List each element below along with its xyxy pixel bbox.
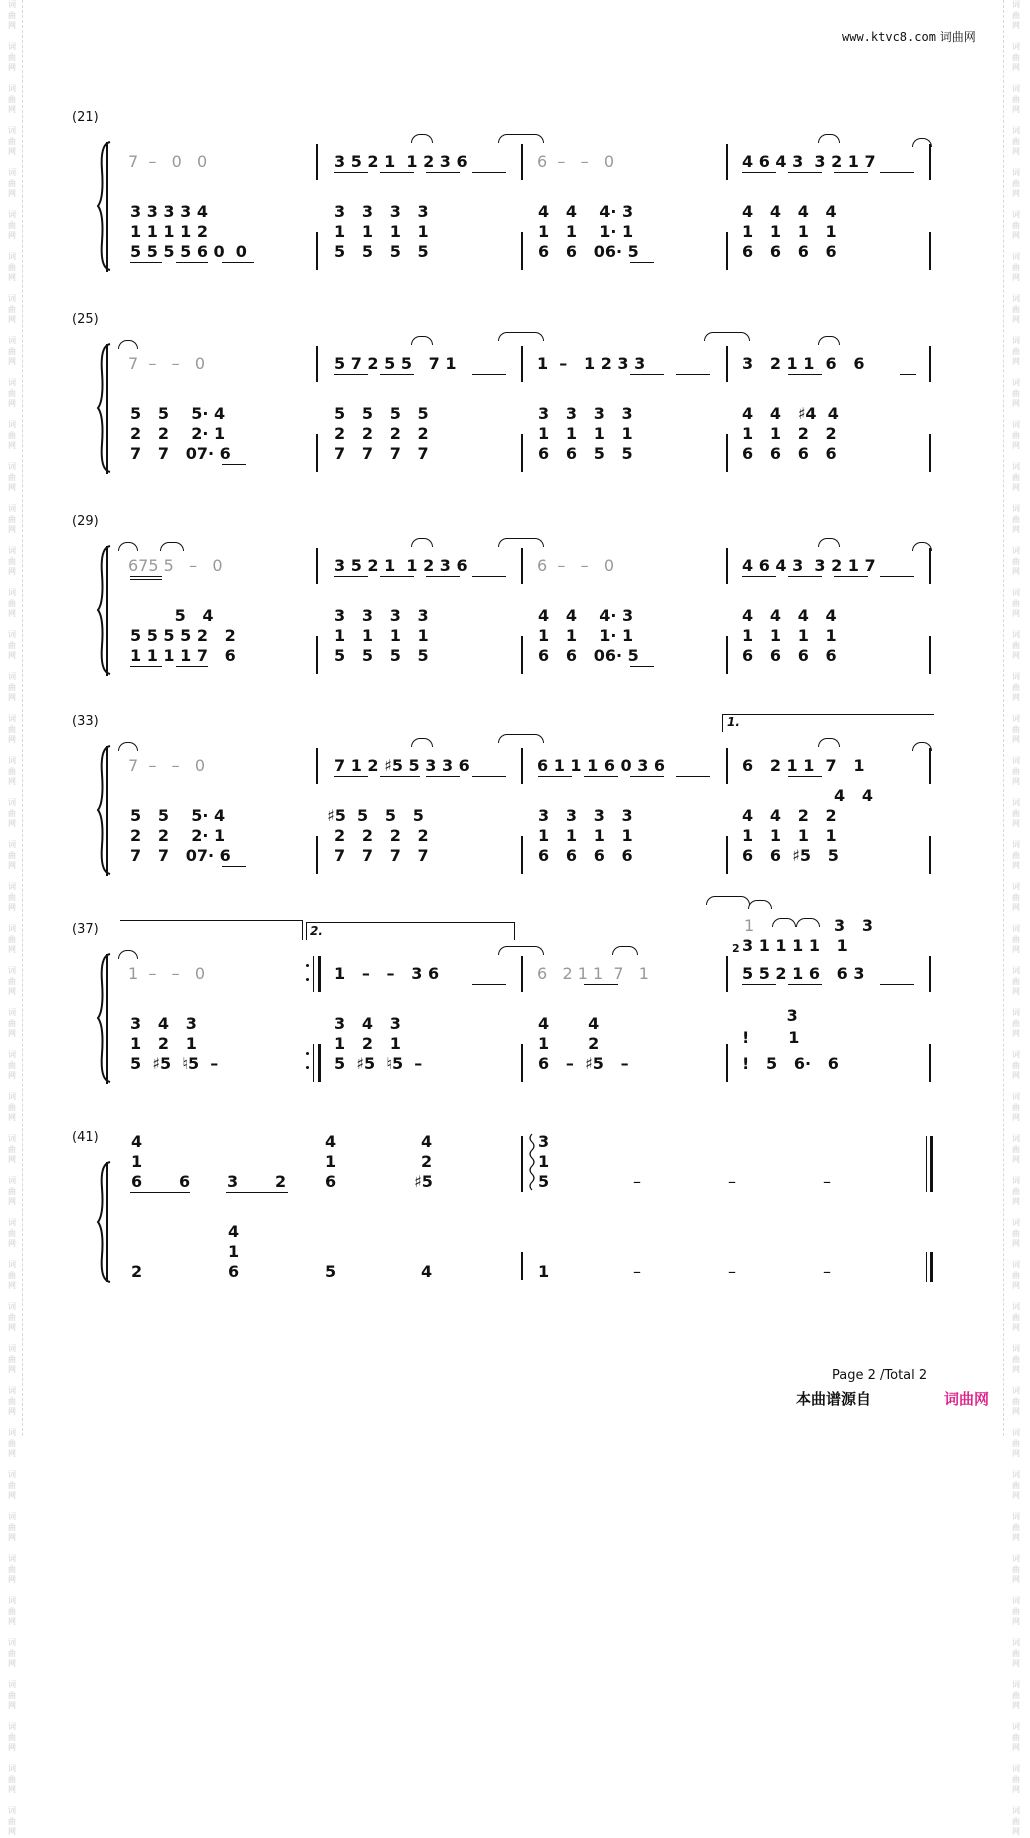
barline bbox=[316, 144, 318, 180]
note: 4 bbox=[325, 1132, 337, 1151]
underline bbox=[880, 984, 914, 985]
barline bbox=[726, 548, 728, 584]
melody-measure: 5 7 2 5 5 7 1 bbox=[334, 354, 457, 373]
final-barline bbox=[926, 1136, 927, 1192]
harmony-line: 4 4 4 4 bbox=[742, 606, 837, 625]
measure-number: (21) bbox=[72, 110, 99, 125]
harmony-line: 2 2 2· 1 bbox=[130, 424, 226, 443]
underline bbox=[130, 1192, 190, 1193]
melody-measure: 4 6 4 3 3 2 1 7 bbox=[742, 152, 876, 171]
underline bbox=[788, 984, 822, 985]
tie bbox=[118, 950, 138, 959]
note: 1 bbox=[325, 1152, 337, 1171]
harmony-line: 5 5 5· 4 bbox=[130, 806, 226, 825]
source-label: 本曲谱源自 bbox=[796, 1390, 872, 1408]
underline bbox=[472, 374, 506, 375]
barline bbox=[726, 346, 728, 382]
barline bbox=[521, 748, 523, 784]
barline bbox=[316, 636, 318, 674]
sustain-dash: – bbox=[728, 1172, 736, 1191]
right-margin-line bbox=[1003, 0, 1005, 1436]
melody-measure: 3 5 2 1 1 2 3 6 bbox=[334, 556, 468, 575]
note: 3 bbox=[538, 1132, 550, 1151]
sustain-dash: – bbox=[633, 1172, 641, 1191]
volta-bracket bbox=[306, 922, 307, 940]
melody-measure: 6 2 1 1 7 1 bbox=[742, 756, 865, 775]
harmony-line: ! 5 6· 6 bbox=[742, 1054, 839, 1073]
harmony-line: 1 2 bbox=[538, 1034, 600, 1053]
barline bbox=[726, 748, 728, 784]
melody-measure: 6 – – 0 bbox=[537, 556, 615, 575]
barline bbox=[521, 1252, 523, 1280]
tie bbox=[498, 946, 544, 955]
grace-note: 2 bbox=[732, 942, 740, 955]
melody-measure: 7 – 0 0 bbox=[128, 152, 208, 171]
note: 6 bbox=[179, 1172, 191, 1191]
harmony-line: 5 5 5 5 6 0 0 bbox=[130, 242, 247, 261]
barline bbox=[929, 232, 931, 270]
melody-measure: 3 2 1 1 6 6 bbox=[742, 354, 865, 373]
melody-measure: 7 – – 0 bbox=[128, 354, 206, 373]
harmony-line: 4 4 bbox=[538, 1014, 600, 1033]
tie bbox=[772, 918, 796, 927]
harmony-line: 3 3 3 3 bbox=[538, 806, 633, 825]
underline bbox=[742, 984, 776, 985]
underline bbox=[676, 374, 710, 375]
note: 4 bbox=[228, 1222, 240, 1241]
barline bbox=[929, 748, 931, 784]
underline bbox=[334, 776, 368, 777]
tie bbox=[704, 332, 750, 341]
harmony-line: 1 1 1· 1 bbox=[538, 222, 634, 241]
underline bbox=[788, 374, 822, 375]
tie bbox=[411, 738, 433, 747]
underline bbox=[834, 576, 868, 577]
tie bbox=[818, 336, 840, 345]
melody-measure: 7 – – 0 bbox=[128, 756, 206, 775]
harmony-line: 6 6 6 6 bbox=[742, 242, 837, 261]
note: 1 bbox=[538, 1262, 550, 1281]
barline bbox=[726, 434, 728, 472]
note: 5 bbox=[325, 1262, 337, 1281]
underline bbox=[380, 172, 414, 173]
harmony-line: 5 5 5 5 bbox=[334, 404, 429, 423]
arpeggio-icon bbox=[528, 1134, 536, 1194]
underline bbox=[900, 374, 916, 375]
tie bbox=[818, 738, 840, 747]
underline bbox=[834, 172, 868, 173]
harmony-line: 3 4 3 bbox=[334, 1014, 401, 1033]
underline bbox=[630, 374, 664, 375]
tie bbox=[118, 340, 138, 349]
harmony-line: 4 4 2 2 bbox=[742, 806, 837, 825]
harmony-line: 6 6 6 6 bbox=[742, 646, 837, 665]
brace-icon bbox=[96, 140, 114, 272]
harmony-line: 1 1 2 2 bbox=[742, 424, 837, 443]
underline bbox=[788, 172, 822, 173]
note: 2 bbox=[131, 1262, 143, 1281]
harmony-line: 5 ♯5 ♮5 – bbox=[130, 1054, 219, 1073]
barline bbox=[929, 836, 931, 874]
note: 4 bbox=[421, 1262, 433, 1281]
barline bbox=[521, 1136, 523, 1192]
melody-measure: 6 2 1 1 7 1 bbox=[537, 964, 649, 983]
barline bbox=[316, 748, 318, 784]
tie bbox=[912, 138, 932, 147]
harmony-line: 3 3 3 3 bbox=[334, 202, 429, 221]
note: 1 bbox=[131, 1152, 143, 1171]
tie bbox=[160, 542, 184, 551]
tie bbox=[706, 896, 750, 905]
tie bbox=[411, 538, 433, 547]
underline bbox=[226, 1192, 288, 1193]
barline bbox=[521, 956, 523, 992]
harmony-line: 5 5 5 5 bbox=[334, 646, 429, 665]
sustain-dash: – bbox=[823, 1262, 831, 1281]
harmony-line: 1 1 1 1 bbox=[334, 626, 429, 645]
underline bbox=[222, 866, 246, 867]
underline bbox=[584, 776, 618, 777]
harmony-line: 4 4 4 4 bbox=[742, 202, 837, 221]
tie bbox=[748, 900, 772, 909]
note: 6 bbox=[325, 1172, 337, 1191]
repeat-barline bbox=[318, 1044, 321, 1082]
page-number: Page 2 /Total 2 bbox=[832, 1368, 928, 1383]
barline bbox=[929, 636, 931, 674]
brace-icon bbox=[96, 342, 114, 474]
underline bbox=[742, 172, 776, 173]
harmony-line: 2 2 2 2 bbox=[334, 424, 429, 443]
underline bbox=[130, 579, 162, 580]
harmony-line: 4 4 bbox=[834, 786, 873, 805]
underline bbox=[788, 576, 822, 577]
repeat-dot bbox=[306, 978, 309, 981]
underline bbox=[380, 776, 420, 777]
harmony-line: 5 ♯5 ♮5 – bbox=[334, 1054, 423, 1073]
harmony-line: 5 5 5 5 2 2 bbox=[130, 626, 236, 645]
note: ♯5 bbox=[414, 1172, 433, 1191]
tie bbox=[411, 134, 433, 143]
site-name: 词曲网 bbox=[939, 30, 976, 44]
underline bbox=[334, 172, 368, 173]
harmony-line: 3 3 3 3 bbox=[538, 404, 633, 423]
left-margin-line bbox=[22, 0, 24, 1436]
tie bbox=[498, 538, 544, 547]
system-barline bbox=[106, 344, 108, 474]
harmony-line: 1 1 1 1 bbox=[538, 826, 633, 845]
system-barline bbox=[106, 746, 108, 876]
measure-number: (37) bbox=[72, 922, 99, 937]
underline bbox=[880, 576, 914, 577]
melody-measure: 3 5 2 1 1 2 3 6 bbox=[334, 152, 468, 171]
brace-icon bbox=[96, 1160, 114, 1284]
tie bbox=[612, 946, 638, 955]
underline bbox=[130, 666, 162, 667]
melody-upper: 3 3 bbox=[834, 916, 873, 935]
brand-label: 词曲网 bbox=[944, 1390, 990, 1408]
barline bbox=[316, 836, 318, 874]
harmony-line: 4 4 4· 3 bbox=[538, 202, 634, 221]
harmony-line: ! 1 bbox=[742, 1028, 800, 1047]
underline bbox=[788, 776, 822, 777]
final-barline bbox=[926, 1252, 927, 1282]
brace-icon bbox=[96, 952, 114, 1084]
barline bbox=[316, 548, 318, 584]
melody-measure: 5 5 2 1 6 6 3 bbox=[742, 964, 865, 983]
underline bbox=[630, 262, 654, 263]
barline bbox=[521, 232, 523, 270]
melody-measure: 1 – – 0 bbox=[128, 964, 206, 983]
harmony-line: 1 1 1 1 7 6 bbox=[130, 646, 236, 665]
measure-number: (25) bbox=[72, 312, 99, 327]
underline bbox=[334, 374, 368, 375]
note: 6 bbox=[131, 1172, 143, 1191]
note: 2 bbox=[421, 1152, 433, 1171]
volta-bracket bbox=[722, 714, 934, 715]
harmony-line: 6 6 5 5 bbox=[538, 444, 633, 463]
system-barline bbox=[106, 1162, 108, 1282]
melody-measure: 6 1 1 1 6 0 3 6 bbox=[537, 756, 666, 775]
tie bbox=[118, 542, 138, 551]
brace-icon bbox=[96, 744, 114, 876]
harmony-line: 7 7 07· 6 bbox=[130, 444, 231, 463]
barline bbox=[726, 956, 728, 992]
final-barline bbox=[930, 1252, 933, 1282]
repeat-dot bbox=[306, 964, 309, 967]
measure-number: (29) bbox=[72, 514, 99, 529]
barline bbox=[316, 232, 318, 270]
harmony-line: 7 7 7 7 bbox=[334, 846, 429, 865]
melody-upper: 1 bbox=[744, 916, 755, 935]
underline bbox=[380, 576, 414, 577]
underline bbox=[222, 464, 246, 465]
tie bbox=[818, 538, 840, 547]
brace-icon bbox=[96, 544, 114, 676]
harmony-line: 7 7 7 7 bbox=[334, 444, 429, 463]
repeat-barline bbox=[313, 956, 314, 992]
harmony-line: 4 4 ♯4 4 bbox=[742, 404, 839, 423]
barline bbox=[521, 434, 523, 472]
underline bbox=[176, 262, 208, 263]
underline bbox=[676, 776, 710, 777]
harmony-line: 2 2 2 2 bbox=[334, 826, 429, 845]
note: 6 bbox=[228, 1262, 240, 1281]
barline bbox=[521, 144, 523, 180]
barline bbox=[316, 434, 318, 472]
underline bbox=[130, 576, 162, 577]
barline bbox=[929, 434, 931, 472]
harmony-line: 5 5 5· 4 bbox=[130, 404, 226, 423]
underline bbox=[130, 262, 162, 263]
underline bbox=[630, 776, 664, 777]
underline bbox=[584, 984, 618, 985]
harmony-line: 5 4 bbox=[130, 606, 214, 625]
volta-bracket bbox=[306, 922, 514, 923]
note: 4 bbox=[131, 1132, 143, 1151]
harmony-line: 1 1 1 1 bbox=[742, 826, 837, 845]
underline bbox=[630, 666, 654, 667]
harmony-line: 1 2 1 bbox=[334, 1034, 401, 1053]
melody-measure: 7 1 2 ♯5 5 3 3 6 bbox=[334, 756, 470, 775]
sustain-dash: – bbox=[823, 1172, 831, 1191]
note: 5 bbox=[538, 1172, 550, 1191]
site-url: www.ktvc8.com bbox=[842, 30, 936, 44]
harmony-line: 6 6 06· 5 bbox=[538, 646, 639, 665]
note: 4 bbox=[421, 1132, 433, 1151]
barline bbox=[929, 144, 931, 180]
underline bbox=[472, 984, 506, 985]
melody-measure: 6 – – 0 bbox=[537, 152, 615, 171]
underline bbox=[426, 776, 460, 777]
harmony-line: 6 – ♯5 – bbox=[538, 1054, 629, 1073]
harmony-line: 6 6 6 6 bbox=[742, 444, 837, 463]
harmony-line: 2 2 2· 1 bbox=[130, 826, 226, 845]
barline bbox=[521, 346, 523, 382]
system-barline bbox=[106, 142, 108, 272]
barline bbox=[726, 636, 728, 674]
barline bbox=[726, 1044, 728, 1082]
harmony-line: 4 4 4· 3 bbox=[538, 606, 634, 625]
measure-number: (33) bbox=[72, 714, 99, 729]
barline bbox=[929, 956, 931, 992]
harmony-line: 5 5 5 5 bbox=[334, 242, 429, 261]
melody-measure: 4 6 4 3 3 2 1 7 bbox=[742, 556, 876, 575]
harmony-line: 1 1 1· 1 bbox=[538, 626, 634, 645]
harmony-line: 1 1 1 1 bbox=[742, 222, 837, 241]
note: 2 bbox=[275, 1172, 287, 1191]
tie bbox=[411, 336, 433, 345]
tie bbox=[498, 734, 544, 743]
underline bbox=[880, 172, 914, 173]
barline bbox=[316, 346, 318, 382]
site-header bbox=[842, 28, 976, 45]
left-watermark: 词 曲 网 词 曲 网 词 曲 网 词 曲 网 词 曲 网 词 曲 网 词 曲 网 词 曲 网 词 曲 网 词 曲 网 词 曲 网 词 曲 网 词 曲 网 词 曲 网 词 曲 网 词 曲 网 词 曲 网 词 曲 网 词 曲 网 词 曲 网 词 曲 网 词 曲 网 词 曲 网 词 曲 网 词 曲 网 词 曲 网 词 曲 网 词 曲 网 词 曲 网 词 曲 网 词 曲 网 词 曲 网 词 曲 网 词 曲 网 词 曲 网 词 曲 网 词 曲 网 词 曲 网 词 曲 网 词 曲 网 词 曲 网 词 曲 网 词 曲 网 词 曲 网 bbox=[8, 0, 16, 1836]
harmony-line: 1 2 1 bbox=[130, 1034, 197, 1053]
harmony-line: 3 bbox=[742, 1006, 798, 1025]
harmony-line: 7 7 07· 6 bbox=[130, 846, 231, 865]
barline bbox=[521, 636, 523, 674]
harmony-line: 3 4 3 bbox=[130, 1014, 197, 1033]
barline bbox=[929, 346, 931, 382]
harmony-line: 6 6 06· 5 bbox=[538, 242, 639, 261]
repeat-barline bbox=[313, 1044, 314, 1082]
barline bbox=[521, 1044, 523, 1082]
underline bbox=[472, 576, 506, 577]
barline bbox=[929, 1044, 931, 1082]
tie bbox=[818, 134, 840, 143]
measure-number: (41) bbox=[72, 1130, 99, 1145]
tie bbox=[498, 134, 544, 143]
harmony-line: 1 1 1 1 2 bbox=[130, 222, 208, 241]
harmony-line: 6 6 ♯5 5 bbox=[742, 846, 839, 865]
system-barline bbox=[106, 546, 108, 676]
melody-upper: 3 1 1 1 1 1 bbox=[742, 936, 848, 955]
barline bbox=[726, 232, 728, 270]
right-watermark: 词 曲 网 词 曲 网 词 曲 网 词 曲 网 词 曲 网 词 曲 网 词 曲 网 词 曲 网 词 曲 网 词 曲 网 词 曲 网 词 曲 网 词 曲 网 词 曲 网 词 曲 网 词 曲 网 词 曲 网 词 曲 网 词 曲 网 词 曲 网 词 曲 网 词 曲 网 词 曲 网 词 曲 网 词 曲 网 词 曲 网 词 曲 网 词 曲 网 词 曲 网 词 曲 网 词 曲 网 词 曲 网 词 曲 网 词 曲 网 词 曲 网 词 曲 网 词 曲 网 词 曲 网 词 曲 网 词 曲 网 词 曲 网 词 曲 网 词 曲 网 词 曲 网 bbox=[1012, 0, 1020, 1836]
repeat-dot bbox=[306, 1052, 309, 1055]
volta-label: 2. bbox=[310, 924, 323, 938]
tie bbox=[912, 542, 932, 551]
underline bbox=[742, 576, 776, 577]
melody-measure: 675 5 – 0 bbox=[128, 556, 223, 575]
melody-measure: 1 – – 3 6 bbox=[334, 964, 440, 983]
underline bbox=[334, 576, 368, 577]
volta-bracket bbox=[722, 714, 723, 732]
melody-measure: 1 – 1 2 3 3 bbox=[537, 354, 646, 373]
volta-bracket bbox=[302, 920, 303, 940]
harmony-line: 3 3 3 3 4 bbox=[130, 202, 208, 221]
sustain-dash: – bbox=[728, 1262, 736, 1281]
harmony-line: 1 1 1 1 bbox=[334, 222, 429, 241]
note: 1 bbox=[538, 1152, 550, 1171]
sustain-dash: – bbox=[633, 1262, 641, 1281]
underline bbox=[176, 666, 208, 667]
tie bbox=[498, 332, 544, 341]
underline bbox=[426, 172, 460, 173]
underline bbox=[472, 172, 506, 173]
barline bbox=[726, 144, 728, 180]
final-barline bbox=[930, 1136, 933, 1192]
underline bbox=[426, 576, 460, 577]
tie bbox=[118, 742, 138, 751]
harmony-line: 1 1 1 1 bbox=[742, 626, 837, 645]
underline bbox=[222, 262, 254, 263]
barline bbox=[521, 836, 523, 874]
barline bbox=[521, 548, 523, 584]
underline bbox=[380, 374, 414, 375]
note: 1 bbox=[228, 1242, 240, 1261]
harmony-line: 3 3 3 3 bbox=[334, 606, 429, 625]
tie bbox=[912, 742, 932, 751]
underline bbox=[538, 776, 572, 777]
volta-bracket bbox=[120, 920, 302, 921]
repeat-barline bbox=[318, 956, 321, 992]
barline bbox=[929, 548, 931, 584]
barline bbox=[726, 836, 728, 874]
volta-bracket bbox=[514, 922, 515, 940]
harmony-line: 6 6 6 6 bbox=[538, 846, 633, 865]
underline bbox=[472, 776, 506, 777]
tie bbox=[796, 918, 820, 927]
harmony-line: 1 1 1 1 bbox=[538, 424, 633, 443]
harmony-line: ♯5 5 5 5 bbox=[327, 806, 424, 825]
repeat-dot bbox=[306, 1066, 309, 1069]
note: 3 bbox=[227, 1172, 239, 1191]
volta-label: 1. bbox=[727, 715, 740, 729]
system-barline bbox=[106, 954, 108, 1084]
